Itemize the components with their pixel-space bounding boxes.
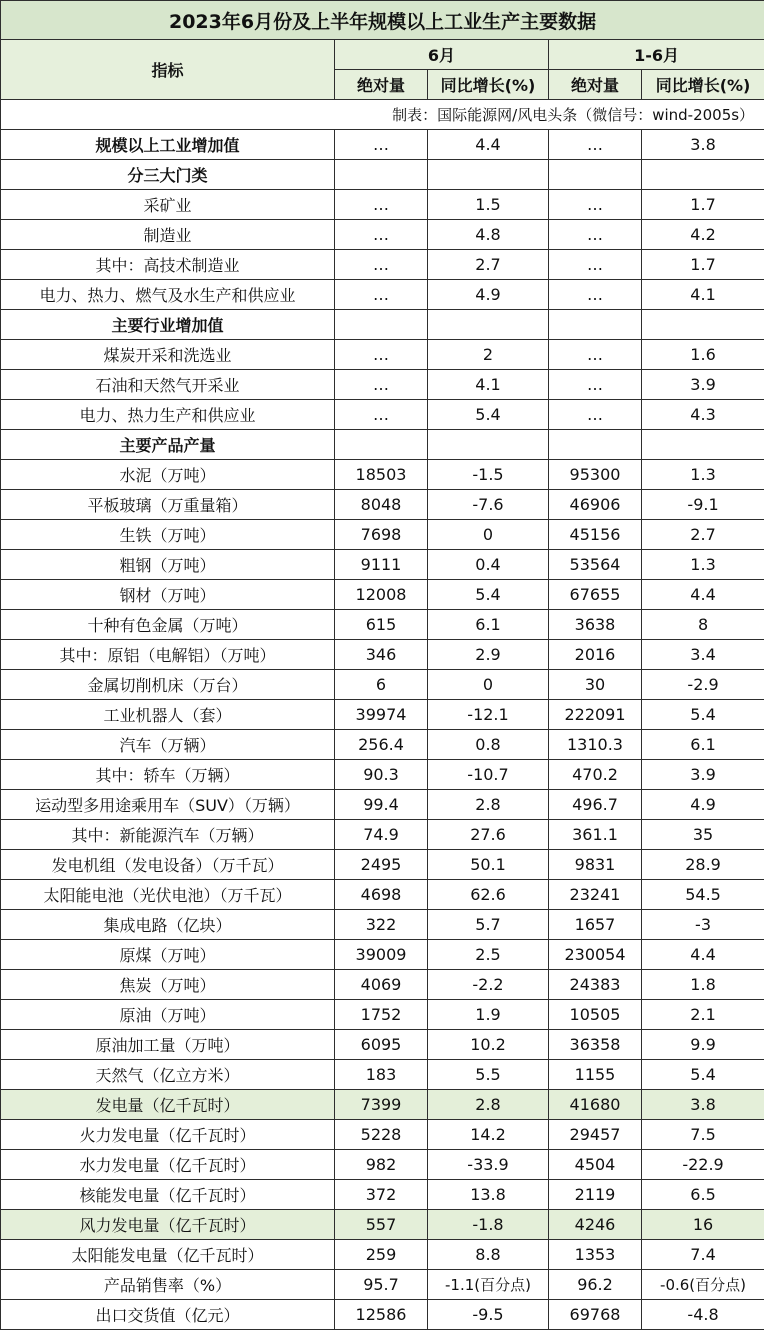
cell-h1-abs	[549, 430, 642, 460]
cell-h1-yoy: 1.7	[642, 190, 764, 220]
row-label: 分三大门类	[1, 160, 335, 190]
row-label: 主要行业增加值	[1, 310, 335, 340]
cell-h1-abs: …	[549, 130, 642, 160]
table-row	[1, 310, 764, 340]
table-row	[1, 460, 764, 490]
table-row	[1, 430, 764, 460]
table-row	[1, 1030, 764, 1060]
cell-june-abs: …	[335, 340, 428, 370]
row-label: 石油和天然气开采业	[1, 370, 335, 400]
row-label: 金属切削机床（万台）	[1, 670, 335, 700]
cell-june-yoy	[428, 310, 549, 340]
cell-h1-abs: …	[549, 280, 642, 310]
cell-june-abs: …	[335, 190, 428, 220]
table-row	[1, 160, 764, 190]
header-h1-abs: 绝对量	[549, 70, 642, 100]
cell-june-yoy: 8.8	[428, 1240, 549, 1270]
cell-h1-yoy: -2.9	[642, 670, 764, 700]
table-row	[1, 520, 764, 550]
row-label: 生铁（万吨）	[1, 520, 335, 550]
cell-june-yoy	[428, 160, 549, 190]
cell-june-abs: 8048	[335, 490, 428, 520]
table-row	[1, 790, 764, 820]
cell-h1-yoy: 3.8	[642, 130, 764, 160]
table-row	[1, 220, 764, 250]
table-row	[1, 130, 764, 160]
row-label: 电力、热力、燃气及水生产和供应业	[1, 280, 335, 310]
cell-h1-yoy: 4.4	[642, 940, 764, 970]
cell-june-yoy: -2.2	[428, 970, 549, 1000]
table-row	[1, 1090, 764, 1120]
row-label: 焦炭（万吨）	[1, 970, 335, 1000]
cell-june-yoy: 4.4	[428, 130, 549, 160]
cell-june-yoy: -33.9	[428, 1150, 549, 1180]
cell-june-abs: 74.9	[335, 820, 428, 850]
cell-june-abs	[335, 160, 428, 190]
table-credit: 制表：国际能源网/风电头条（微信号：wind-2005s）	[1, 100, 764, 130]
cell-june-yoy: 2.8	[428, 1090, 549, 1120]
cell-june-yoy: -9.5	[428, 1300, 549, 1330]
cell-june-yoy: 4.8	[428, 220, 549, 250]
table-row	[1, 1300, 764, 1330]
row-label: 水泥（万吨）	[1, 460, 335, 490]
cell-june-abs: 39974	[335, 700, 428, 730]
cell-june-abs: 12586	[335, 1300, 428, 1330]
cell-h1-abs: 222091	[549, 700, 642, 730]
cell-june-yoy: -7.6	[428, 490, 549, 520]
cell-june-abs: 90.3	[335, 760, 428, 790]
cell-h1-abs: 1155	[549, 1060, 642, 1090]
cell-h1-yoy: -3	[642, 910, 764, 940]
cell-h1-abs: 230054	[549, 940, 642, 970]
row-label: 太阳能发电量（亿千瓦时）	[1, 1240, 335, 1270]
cell-june-abs: 322	[335, 910, 428, 940]
cell-h1-abs: …	[549, 220, 642, 250]
cell-h1-abs: 24383	[549, 970, 642, 1000]
cell-june-yoy: 0.8	[428, 730, 549, 760]
table-row	[1, 1210, 764, 1240]
cell-h1-yoy: 9.9	[642, 1030, 764, 1060]
cell-h1-abs: 41680	[549, 1090, 642, 1120]
header-h1-yoy: 同比增长(%)	[642, 70, 764, 100]
table-row	[1, 760, 764, 790]
table-row	[1, 190, 764, 220]
cell-h1-yoy: -0.6(百分点)	[642, 1270, 764, 1300]
cell-june-abs: 99.4	[335, 790, 428, 820]
cell-june-abs: 557	[335, 1210, 428, 1240]
cell-june-yoy: 1.5	[428, 190, 549, 220]
cell-june-abs	[335, 430, 428, 460]
row-label: 天然气（亿立方米）	[1, 1060, 335, 1090]
cell-june-yoy: 13.8	[428, 1180, 549, 1210]
cell-h1-yoy: 4.4	[642, 580, 764, 610]
cell-h1-abs: 45156	[549, 520, 642, 550]
table-row	[1, 550, 764, 580]
table-row	[1, 940, 764, 970]
cell-h1-yoy: 3.9	[642, 370, 764, 400]
cell-h1-abs: …	[549, 340, 642, 370]
cell-h1-yoy: -4.8	[642, 1300, 764, 1330]
cell-h1-abs: 23241	[549, 880, 642, 910]
cell-june-yoy: 4.9	[428, 280, 549, 310]
cell-h1-yoy: 5.4	[642, 1060, 764, 1090]
table-row	[1, 850, 764, 880]
table-row	[1, 490, 764, 520]
cell-h1-abs: …	[549, 250, 642, 280]
cell-june-yoy: 1.9	[428, 1000, 549, 1030]
cell-june-yoy: 6.1	[428, 610, 549, 640]
cell-h1-yoy: 3.9	[642, 760, 764, 790]
cell-h1-abs: 96.2	[549, 1270, 642, 1300]
cell-h1-abs: 9831	[549, 850, 642, 880]
table-title: 2023年6月份及上半年规模以上工业生产主要数据	[1, 1, 764, 40]
cell-june-yoy: 50.1	[428, 850, 549, 880]
cell-h1-abs: 95300	[549, 460, 642, 490]
cell-h1-yoy: 8	[642, 610, 764, 640]
cell-h1-yoy	[642, 430, 764, 460]
table-row	[1, 610, 764, 640]
cell-h1-yoy: -22.9	[642, 1150, 764, 1180]
row-label: 产品销售率（%）	[1, 1270, 335, 1300]
cell-june-abs: 39009	[335, 940, 428, 970]
cell-june-yoy: 0	[428, 520, 549, 550]
cell-h1-yoy: 1.3	[642, 550, 764, 580]
table-row	[1, 1180, 764, 1210]
cell-june-abs: 2495	[335, 850, 428, 880]
cell-h1-yoy: 3.4	[642, 640, 764, 670]
cell-june-yoy: 2.8	[428, 790, 549, 820]
cell-june-yoy: 4.1	[428, 370, 549, 400]
cell-h1-yoy: 54.5	[642, 880, 764, 910]
cell-h1-yoy: -9.1	[642, 490, 764, 520]
cell-h1-abs: 1310.3	[549, 730, 642, 760]
header-june-abs: 绝对量	[335, 70, 428, 100]
table-row	[1, 400, 764, 430]
row-label: 汽车（万辆）	[1, 730, 335, 760]
cell-june-yoy: 2.7	[428, 250, 549, 280]
cell-h1-abs: 30	[549, 670, 642, 700]
table-row	[1, 820, 764, 850]
cell-h1-yoy: 1.3	[642, 460, 764, 490]
row-label: 太阳能电池（光伏电池）（万千瓦）	[1, 880, 335, 910]
cell-h1-yoy: 6.1	[642, 730, 764, 760]
cell-h1-abs: 46906	[549, 490, 642, 520]
cell-h1-yoy	[642, 310, 764, 340]
cell-june-yoy: 0.4	[428, 550, 549, 580]
cell-h1-abs: 4246	[549, 1210, 642, 1240]
header-june: 6月	[335, 40, 549, 70]
cell-june-abs: 982	[335, 1150, 428, 1180]
cell-june-abs: 346	[335, 640, 428, 670]
cell-h1-abs: 53564	[549, 550, 642, 580]
cell-h1-abs: 36358	[549, 1030, 642, 1060]
cell-h1-yoy: 4.2	[642, 220, 764, 250]
row-label: 火力发电量（亿千瓦时）	[1, 1120, 335, 1150]
cell-june-abs: …	[335, 220, 428, 250]
table-body	[1, 130, 764, 1330]
cell-h1-yoy: 28.9	[642, 850, 764, 880]
row-label: 发电机组（发电设备）（万千瓦）	[1, 850, 335, 880]
cell-h1-abs: …	[549, 190, 642, 220]
table-row	[1, 730, 764, 760]
cell-june-yoy: 14.2	[428, 1120, 549, 1150]
cell-h1-yoy: 2.1	[642, 1000, 764, 1030]
table-row	[1, 910, 764, 940]
cell-june-abs: 256.4	[335, 730, 428, 760]
cell-june-abs: 4069	[335, 970, 428, 1000]
header-indicator: 指标	[1, 40, 335, 100]
cell-june-abs: …	[335, 370, 428, 400]
cell-june-yoy: -12.1	[428, 700, 549, 730]
header-june-yoy: 同比增长(%)	[428, 70, 549, 100]
cell-h1-yoy: 16	[642, 1210, 764, 1240]
cell-june-abs	[335, 310, 428, 340]
row-label: 平板玻璃（万重量箱）	[1, 490, 335, 520]
cell-h1-yoy: 1.6	[642, 340, 764, 370]
cell-june-yoy: 5.4	[428, 580, 549, 610]
cell-h1-yoy	[642, 160, 764, 190]
cell-june-yoy: 62.6	[428, 880, 549, 910]
cell-h1-yoy: 6.5	[642, 1180, 764, 1210]
row-label: 钢材（万吨）	[1, 580, 335, 610]
cell-june-abs: 6095	[335, 1030, 428, 1060]
row-label: 十种有色金属（万吨）	[1, 610, 335, 640]
cell-june-abs: 372	[335, 1180, 428, 1210]
cell-h1-yoy: 2.7	[642, 520, 764, 550]
table-row	[1, 700, 764, 730]
cell-h1-abs: …	[549, 400, 642, 430]
row-label: 发电量（亿千瓦时）	[1, 1090, 335, 1120]
cell-h1-yoy: 4.9	[642, 790, 764, 820]
table-row	[1, 640, 764, 670]
table-row	[1, 580, 764, 610]
row-label: 工业机器人（套）	[1, 700, 335, 730]
row-label: 制造业	[1, 220, 335, 250]
table-row	[1, 670, 764, 700]
table-row	[1, 1240, 764, 1270]
row-label: 核能发电量（亿千瓦时）	[1, 1180, 335, 1210]
cell-june-abs: 1752	[335, 1000, 428, 1030]
table-row	[1, 340, 764, 370]
table-row	[1, 970, 764, 1000]
cell-june-abs: …	[335, 400, 428, 430]
cell-june-abs: 183	[335, 1060, 428, 1090]
cell-june-abs: 7399	[335, 1090, 428, 1120]
cell-june-abs: 259	[335, 1240, 428, 1270]
cell-h1-yoy: 7.5	[642, 1120, 764, 1150]
cell-june-abs: 95.7	[335, 1270, 428, 1300]
cell-h1-abs: 2016	[549, 640, 642, 670]
cell-h1-yoy: 35	[642, 820, 764, 850]
cell-june-abs: 6	[335, 670, 428, 700]
cell-june-yoy: 5.7	[428, 910, 549, 940]
cell-h1-abs	[549, 310, 642, 340]
cell-june-yoy: 5.5	[428, 1060, 549, 1090]
cell-h1-yoy: 1.8	[642, 970, 764, 1000]
cell-june-yoy: 0	[428, 670, 549, 700]
cell-june-yoy	[428, 430, 549, 460]
cell-june-abs: 615	[335, 610, 428, 640]
row-label: 风力发电量（亿千瓦时）	[1, 1210, 335, 1240]
cell-h1-yoy: 4.3	[642, 400, 764, 430]
header-h1: 1-6月	[549, 40, 764, 70]
cell-h1-abs: 4504	[549, 1150, 642, 1180]
row-label: 集成电路（亿块）	[1, 910, 335, 940]
cell-june-yoy: 2.5	[428, 940, 549, 970]
row-label: 电力、热力生产和供应业	[1, 400, 335, 430]
row-label: 原煤（万吨）	[1, 940, 335, 970]
table-row	[1, 880, 764, 910]
table-row	[1, 1060, 764, 1090]
cell-h1-abs	[549, 160, 642, 190]
cell-h1-abs: …	[549, 370, 642, 400]
cell-june-yoy: -1.1(百分点)	[428, 1270, 549, 1300]
row-label: 其中：原铝（电解铝）（万吨）	[1, 640, 335, 670]
row-label: 原油加工量（万吨）	[1, 1030, 335, 1060]
cell-june-yoy: -1.8	[428, 1210, 549, 1240]
cell-h1-abs: 1657	[549, 910, 642, 940]
table-row	[1, 250, 764, 280]
cell-h1-abs: 1353	[549, 1240, 642, 1270]
cell-h1-abs: 29457	[549, 1120, 642, 1150]
cell-h1-yoy: 4.1	[642, 280, 764, 310]
row-label: 采矿业	[1, 190, 335, 220]
row-label: 其中：新能源汽车（万辆）	[1, 820, 335, 850]
row-label: 煤炭开采和洗选业	[1, 340, 335, 370]
cell-h1-abs: 361.1	[549, 820, 642, 850]
cell-h1-yoy: 5.4	[642, 700, 764, 730]
row-label: 主要产品产量	[1, 430, 335, 460]
cell-h1-yoy: 7.4	[642, 1240, 764, 1270]
table-row	[1, 1270, 764, 1300]
row-label: 其中：轿车（万辆）	[1, 760, 335, 790]
cell-june-abs: 9111	[335, 550, 428, 580]
cell-h1-abs: 10505	[549, 1000, 642, 1030]
cell-june-yoy: 2.9	[428, 640, 549, 670]
cell-june-abs: …	[335, 130, 428, 160]
table-row	[1, 1000, 764, 1030]
row-label: 出口交货值（亿元）	[1, 1300, 335, 1330]
table-row	[1, 370, 764, 400]
cell-june-abs: …	[335, 250, 428, 280]
cell-june-abs: 4698	[335, 880, 428, 910]
cell-h1-abs: 470.2	[549, 760, 642, 790]
cell-june-abs: …	[335, 280, 428, 310]
table-row	[1, 1150, 764, 1180]
row-label: 水力发电量（亿千瓦时）	[1, 1150, 335, 1180]
cell-june-yoy: -10.7	[428, 760, 549, 790]
cell-h1-abs: 2119	[549, 1180, 642, 1210]
cell-june-yoy: 10.2	[428, 1030, 549, 1060]
cell-june-yoy: -1.5	[428, 460, 549, 490]
cell-june-abs: 12008	[335, 580, 428, 610]
cell-june-abs: 5228	[335, 1120, 428, 1150]
row-label: 运动型多用途乘用车（SUV）（万辆）	[1, 790, 335, 820]
cell-june-abs: 7698	[335, 520, 428, 550]
cell-june-yoy: 5.4	[428, 400, 549, 430]
row-label: 原油（万吨）	[1, 1000, 335, 1030]
cell-h1-abs: 67655	[549, 580, 642, 610]
cell-h1-abs: 496.7	[549, 790, 642, 820]
cell-h1-yoy: 3.8	[642, 1090, 764, 1120]
table-row	[1, 280, 764, 310]
table-row	[1, 1120, 764, 1150]
cell-h1-yoy: 1.7	[642, 250, 764, 280]
row-label: 其中：高技术制造业	[1, 250, 335, 280]
row-label: 粗钢（万吨）	[1, 550, 335, 580]
cell-h1-abs: 69768	[549, 1300, 642, 1330]
cell-june-yoy: 27.6	[428, 820, 549, 850]
cell-june-abs: 18503	[335, 460, 428, 490]
row-label: 规模以上工业增加值	[1, 130, 335, 160]
cell-h1-abs: 3638	[549, 610, 642, 640]
cell-june-yoy: 2	[428, 340, 549, 370]
